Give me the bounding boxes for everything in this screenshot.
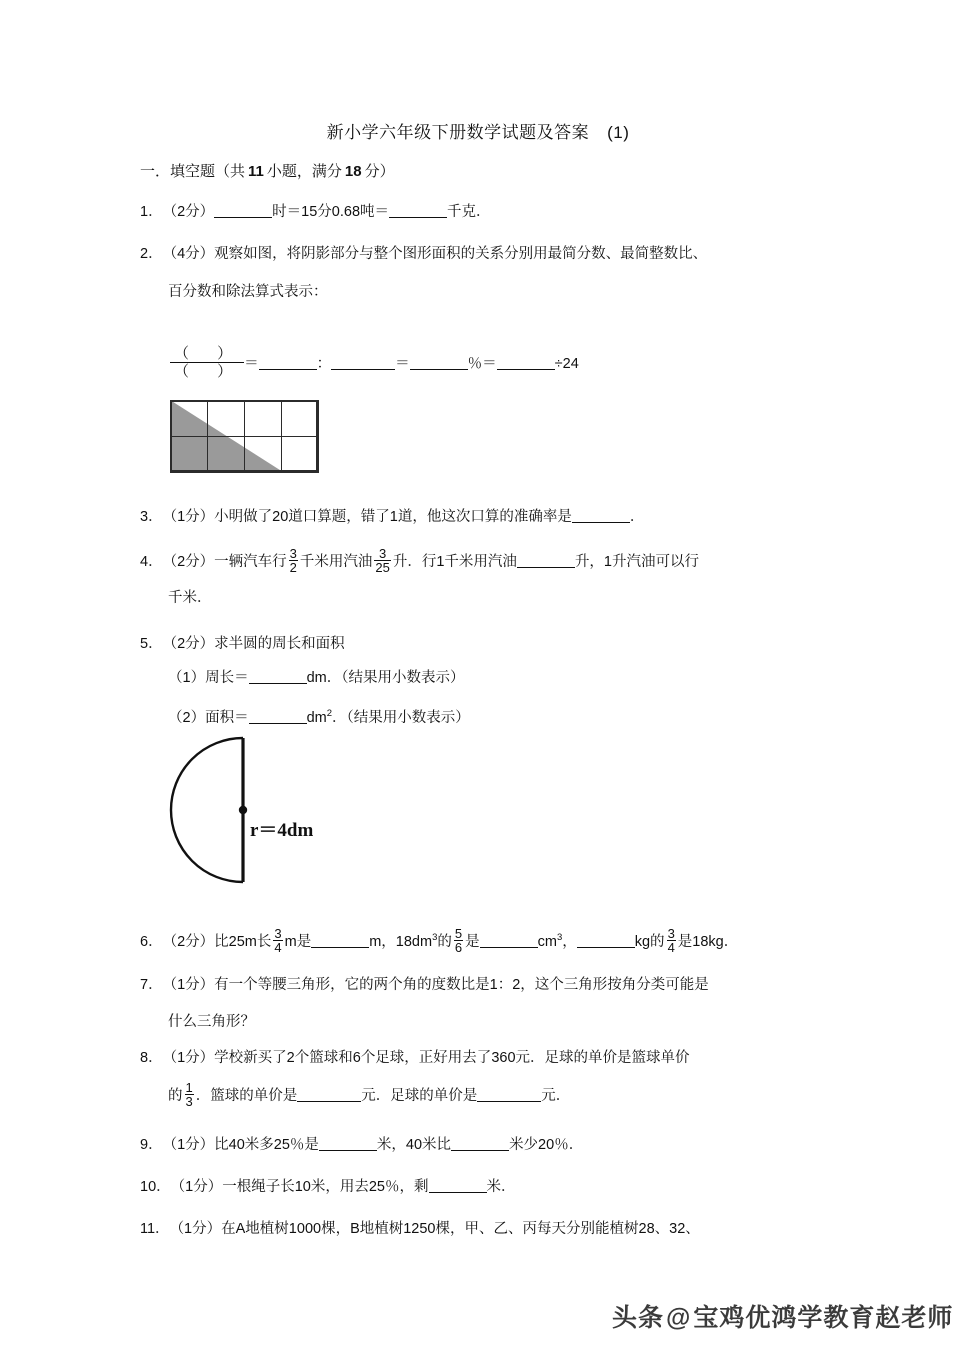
question-7-text-1: 有一个等腰三角形，它的两个角的度数比是 <box>214 977 490 993</box>
question-8-line-2-text-1: ．篮球的单价是 <box>195 1088 298 1104</box>
question-8-number-1: 2 <box>286 1050 295 1066</box>
watermark-at-symbol: @ <box>666 1304 692 1332</box>
question-6-text-9: 是18kg． <box>677 934 739 950</box>
question-11-points: （1分） <box>169 1221 222 1237</box>
question-4-text-1: 一辆汽车行 <box>214 554 287 570</box>
section-total-score: 18 <box>344 163 362 180</box>
exponent-2: 2 <box>326 708 333 719</box>
question-6-number: 6． <box>140 934 163 950</box>
answer-blank[interactable] <box>331 356 395 370</box>
question-2-relation-expression <box>170 345 579 380</box>
answer-blank[interactable] <box>429 1179 487 1193</box>
question-6-text-7: ， <box>562 934 577 950</box>
question-2-number: 2． <box>140 246 163 262</box>
watermark-prefix: 头条 <box>612 1304 665 1332</box>
question-7-number: 7． <box>140 977 163 993</box>
question-6-text-2: m是 <box>284 934 312 950</box>
exponent-3: 3 <box>556 932 563 944</box>
question-8-text-2: 个篮球和 <box>294 1050 353 1066</box>
question-5-sub-1 <box>168 668 464 688</box>
section-question-count: 11 <box>248 163 264 180</box>
section-heading-mid: 小题，满分 <box>266 163 342 180</box>
relation-percent: ％＝ <box>467 356 497 372</box>
answer-blank[interactable] <box>319 1137 377 1151</box>
question-7 <box>140 975 709 995</box>
question-5 <box>140 634 345 654</box>
question-10-text-3: 米． <box>486 1179 516 1195</box>
fraction-1-over-3: $\frac{1}{3}$ <box>185 1080 193 1109</box>
question-9-text-3: 米少20％． <box>509 1137 584 1153</box>
question-2 <box>140 244 707 264</box>
question-5-points: （2分） <box>162 636 215 652</box>
answer-blank[interactable] <box>572 509 630 523</box>
question-6-text-8: kg的 <box>634 934 665 950</box>
question-5-sub-2 <box>168 704 470 728</box>
question-8-number: 8． <box>140 1050 163 1066</box>
question-5-sub-1-label: （1）周长＝ <box>168 670 249 686</box>
question-4 <box>140 548 699 575</box>
answer-blank[interactable] <box>477 1088 541 1102</box>
question-3-number: 3． <box>140 509 163 525</box>
question-4-points: （2分） <box>162 554 215 570</box>
answer-blank[interactable] <box>259 356 317 370</box>
relation-equals-1: ＝ <box>244 356 259 372</box>
answer-blank[interactable] <box>311 934 369 948</box>
question-8-points: （1分） <box>162 1050 215 1066</box>
question-4-text-3: 升．行1千米用汽油 <box>392 554 517 570</box>
question-11-number: 11． <box>140 1221 170 1237</box>
paren-fraction-numerator: （ ） <box>174 345 245 362</box>
fraction-3-over-2: $\frac{3}{2}$ <box>289 546 297 575</box>
answer-blank[interactable] <box>451 1137 509 1151</box>
question-10-number-1: 10 <box>294 1179 311 1195</box>
fraction-3-over-4: $\frac{3}{4}$ <box>667 926 675 955</box>
question-3-points: （1分） <box>162 509 215 525</box>
relation-divide: ÷24 <box>554 356 579 372</box>
question-10-points: （1分） <box>170 1179 223 1195</box>
answer-blank[interactable] <box>249 710 307 724</box>
question-10-text-1: 一根绳子长 <box>222 1179 295 1195</box>
question-6-text-5: 是 <box>465 934 480 950</box>
page-title <box>0 118 956 143</box>
section-heading-pre: 一．填空题（共 <box>140 163 246 180</box>
question-9-text-2: 米，40米比 <box>376 1137 452 1153</box>
answer-blank[interactable] <box>249 670 307 684</box>
question-2-points: （4分） <box>162 246 215 262</box>
question-10-text-2: 米，用去25％，剩 <box>310 1179 429 1195</box>
question-7-line-2: 什么三角形？ <box>168 1014 255 1030</box>
question-8-line-2-text-2: 元．足球的单价是 <box>361 1088 478 1104</box>
question-7-ratio: 1：2， <box>489 977 535 993</box>
question-2-line-1: 观察如图，将阴影部分与整个图形面积的关系分别用最简分数、最简整数比、 <box>214 246 708 262</box>
semicircle-figure <box>160 730 380 890</box>
answer-blank[interactable] <box>297 1088 361 1102</box>
question-9 <box>140 1135 583 1155</box>
question-8-number-3: 360 <box>491 1050 516 1066</box>
question-8-text-1: 学校新买了 <box>214 1050 287 1066</box>
answer-blank[interactable] <box>410 356 468 370</box>
watermark-account: 宝鸡优鸿学教育赵老师 <box>693 1304 954 1332</box>
center-point <box>239 806 247 814</box>
semicircle-drawing <box>160 730 380 890</box>
question-4-text-2: 千米用汽油 <box>299 554 373 570</box>
question-5-sub-2-unit: dm <box>306 709 327 726</box>
relation-colon: ： <box>316 356 332 372</box>
exponent-3: 3 <box>432 932 438 944</box>
question-9-points: （1分） <box>162 1137 215 1153</box>
question-10 <box>140 1177 516 1197</box>
question-9-text-1: 比40米多25％是 <box>214 1137 319 1153</box>
question-8-line-2-pre: 的 <box>168 1088 183 1104</box>
relation-equals-2: ＝ <box>395 356 410 372</box>
paren-fraction <box>170 345 244 380</box>
question-1-points: （2分） <box>162 204 215 220</box>
question-3-text-1: 小明做了 <box>214 509 273 525</box>
question-3-text-3: 道，他这次口算的准确率是 <box>397 509 572 525</box>
question-7-text-2: 这个三角形按角分类可能是 <box>534 977 709 993</box>
question-6-text-3: m，18dm <box>369 934 433 950</box>
question-4-line-2: 千米． <box>168 590 212 606</box>
question-11-text-1: 在A地植树1000棵，B地植树1250棵，甲、乙、丙每天分别能植树 <box>221 1221 639 1237</box>
question-1 <box>140 202 491 222</box>
radius-label: r＝4dm <box>250 820 314 841</box>
fraction-3-over-25: $\frac{3}{25}$ <box>375 546 390 575</box>
question-5-sub-1-unit: dm．（结果用小数表示） <box>306 670 465 686</box>
question-1-text-1: 时＝15分 <box>272 204 332 220</box>
question-6-text-1: 比25m长 <box>214 934 272 950</box>
semicircle-arc <box>171 738 243 882</box>
question-1-number: 1． <box>140 204 163 220</box>
question-10-number: 10． <box>140 1179 171 1195</box>
question-9-number: 9． <box>140 1137 163 1153</box>
question-1-text-2: 0.68吨＝ <box>331 204 390 220</box>
question-3-number-2: 1 <box>389 509 398 525</box>
question-4-number: 4． <box>140 554 163 570</box>
paren-fraction-denominator: （ ） <box>170 362 244 380</box>
section-heading-post: 分） <box>364 163 395 180</box>
page-title-number: (1) <box>607 123 630 142</box>
question-8-text-4: 元．足球的单价是篮球单价 <box>515 1050 690 1066</box>
question-4-text-4: 升，1升汽油可以行 <box>574 554 700 570</box>
question-6 <box>140 928 738 955</box>
question-5-sub-2-label: （2）面积＝ <box>168 709 249 726</box>
question-3-number-1: 20 <box>272 509 289 525</box>
question-3 <box>140 507 644 527</box>
question-6-text-4: 的 <box>437 934 452 950</box>
answer-blank[interactable] <box>577 934 635 948</box>
question-11 <box>140 1219 700 1239</box>
shaded-grid-figure <box>170 400 318 472</box>
question-8-line-2 <box>168 1082 570 1109</box>
question-5-text-1: 求半圆的周长和面积 <box>214 636 345 652</box>
question-3-text-4: ． <box>629 509 645 525</box>
answer-blank[interactable] <box>497 356 555 370</box>
fraction-3-over-4: $\frac{3}{4}$ <box>274 926 282 955</box>
question-11-text-2: 28、32、 <box>638 1221 700 1237</box>
page-title-text: 新小学六年级下册数学试题及答案 <box>326 123 590 142</box>
section-heading <box>140 160 395 181</box>
question-8-line-2-text-3: 元． <box>541 1088 571 1104</box>
fraction-5-over-6: $\frac{5}{6}$ <box>454 926 463 955</box>
question-8 <box>140 1048 690 1068</box>
answer-blank[interactable] <box>480 934 538 948</box>
question-8-number-2: 6 <box>352 1050 361 1066</box>
answer-blank[interactable] <box>214 204 272 218</box>
grid-outline <box>170 400 318 472</box>
question-8-text-3: 个足球，正好用去了 <box>360 1050 492 1066</box>
question-2-line-2: 百分数和除法算式表示： <box>168 284 328 300</box>
question-3-text-2: 道口算题，错了 <box>288 509 390 525</box>
question-1-text-3: 千克． <box>447 204 491 220</box>
answer-blank[interactable] <box>389 204 447 218</box>
question-5-sub-2-tail: ．（结果用小数表示） <box>332 709 470 726</box>
question-6-text-6: cm <box>537 934 557 950</box>
watermark <box>612 1298 953 1334</box>
question-5-number: 5． <box>140 636 163 652</box>
answer-blank[interactable] <box>517 554 575 568</box>
question-7-points: （1分） <box>162 977 215 993</box>
question-6-points: （2分） <box>162 934 215 950</box>
